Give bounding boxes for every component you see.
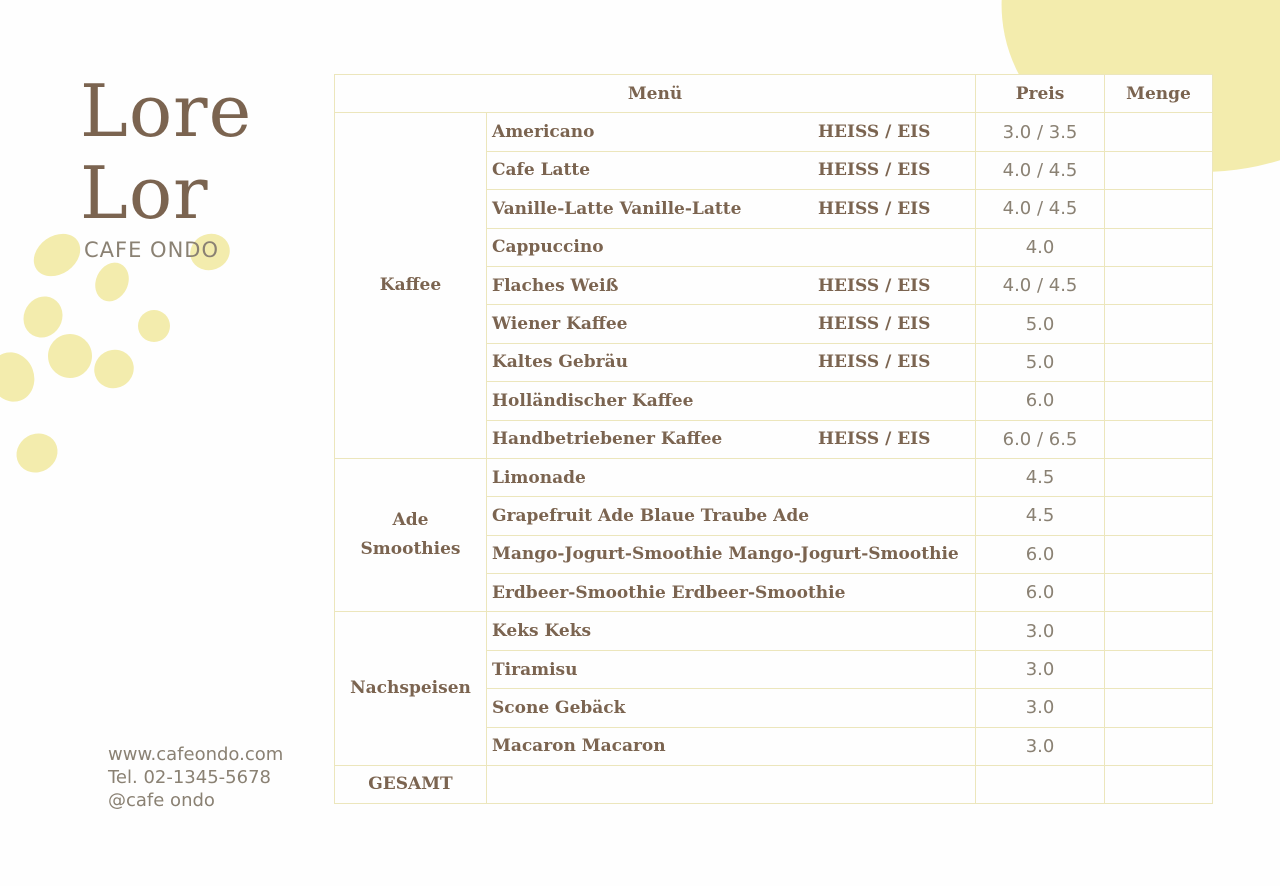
quantity-cell[interactable] <box>1105 151 1213 189</box>
item-option: HEISS / EIS <box>818 275 931 296</box>
menu-item <box>487 382 976 420</box>
table-row <box>335 113 1213 151</box>
item-name: Grapefruit Ade Blaue Traube Ade <box>492 505 810 526</box>
menu-item <box>487 574 976 612</box>
table-row <box>335 612 1213 650</box>
total-menu-cell <box>487 766 976 804</box>
quantity-cell[interactable] <box>1105 497 1213 535</box>
brand-title-line2: Lor <box>80 151 209 235</box>
item-name: Kaltes Gebräu <box>492 352 628 373</box>
menu-item <box>487 420 976 458</box>
item-price: 4.0 / 4.5 <box>976 266 1105 304</box>
quantity-cell[interactable] <box>1105 689 1213 727</box>
item-price: 3.0 <box>976 689 1105 727</box>
total-label: GESAMT <box>335 766 487 804</box>
menu-item <box>487 343 976 381</box>
brand-title-line1: Lore <box>80 69 253 153</box>
item-price: 4.5 <box>976 497 1105 535</box>
item-price: 4.0 <box>976 228 1105 266</box>
item-name: Handbetriebener Kaffee <box>492 429 723 450</box>
quantity-cell[interactable] <box>1105 305 1213 343</box>
header-price: Preis <box>976 75 1105 113</box>
item-name: Keks Keks <box>492 621 592 642</box>
quantity-cell[interactable] <box>1105 113 1213 151</box>
menu-item <box>487 497 976 535</box>
category-ade-line2: Smoothies <box>360 539 461 560</box>
decorative-dot <box>87 343 141 396</box>
category-coffee: Kaffee <box>335 113 487 459</box>
quantity-cell[interactable] <box>1105 382 1213 420</box>
item-price: 3.0 <box>976 650 1105 688</box>
website-text: www.cafeondo.com <box>108 744 284 765</box>
item-name: Cappuccino <box>492 237 604 258</box>
quantity-cell[interactable] <box>1105 535 1213 573</box>
social-handle: @cafe ondo <box>108 790 215 811</box>
item-price: 3.0 / 3.5 <box>976 113 1105 151</box>
menu-item <box>487 113 976 151</box>
item-name: Americano <box>492 122 595 143</box>
total-quantity-cell[interactable] <box>1105 766 1213 804</box>
menu-item <box>487 151 976 189</box>
item-option: HEISS / EIS <box>818 352 931 373</box>
item-price: 5.0 <box>976 343 1105 381</box>
table-header-row <box>335 75 1213 113</box>
category-dessert: Nachspeisen <box>335 612 487 766</box>
item-price: 6.0 <box>976 535 1105 573</box>
item-name: Holländischer Kaffee <box>492 390 694 411</box>
item-option: HEISS / EIS <box>818 160 931 181</box>
total-row <box>335 766 1213 804</box>
item-name: Limonade <box>492 467 586 488</box>
menu-item <box>487 190 976 228</box>
menu-item <box>487 535 976 573</box>
item-name: Tiramisu <box>492 659 578 680</box>
item-name: Erdbeer-Smoothie Erdbeer-Smoothie <box>492 582 846 603</box>
category-ade-smoothies <box>335 458 487 612</box>
item-name: Flaches Weiß <box>492 275 619 296</box>
item-name: Vanille-Latte Vanille-Latte <box>492 198 742 219</box>
menu-item <box>487 650 976 688</box>
phone-text: Tel. 02-1345-5678 <box>108 767 271 788</box>
menu-item <box>487 689 976 727</box>
quantity-cell[interactable] <box>1105 612 1213 650</box>
menu-item <box>487 727 976 765</box>
brand-block <box>80 70 252 262</box>
item-price: 4.0 / 4.5 <box>976 151 1105 189</box>
item-price: 3.0 <box>976 727 1105 765</box>
quantity-cell[interactable] <box>1105 190 1213 228</box>
brand-subtitle: CAFE ONDO <box>84 238 219 262</box>
menu-item <box>487 266 976 304</box>
item-name: Cafe Latte <box>492 160 591 181</box>
contact-block <box>108 743 283 812</box>
decorative-dot <box>26 225 89 285</box>
menu-item <box>487 612 976 650</box>
item-price: 4.0 / 4.5 <box>976 190 1105 228</box>
table-row <box>335 458 1213 496</box>
item-option: HEISS / EIS <box>818 198 931 219</box>
decorative-dot <box>9 426 64 480</box>
menu-table <box>334 74 1213 804</box>
menu-item <box>487 305 976 343</box>
item-price: 3.0 <box>976 612 1105 650</box>
header-quantity: Menge <box>1105 75 1213 113</box>
item-name: Scone Gebäck <box>492 697 626 718</box>
quantity-cell[interactable] <box>1105 228 1213 266</box>
quantity-cell[interactable] <box>1105 343 1213 381</box>
item-option: HEISS / EIS <box>818 429 931 450</box>
quantity-cell[interactable] <box>1105 574 1213 612</box>
quantity-cell[interactable] <box>1105 420 1213 458</box>
quantity-cell[interactable] <box>1105 650 1213 688</box>
item-price: 6.0 / 6.5 <box>976 420 1105 458</box>
item-price: 6.0 <box>976 382 1105 420</box>
item-name: Mango-Jogurt-Smoothie Mango-Jogurt-Smoothie <box>492 544 959 565</box>
item-option: HEISS / EIS <box>818 314 931 335</box>
quantity-cell[interactable] <box>1105 727 1213 765</box>
decorative-dot <box>89 257 135 307</box>
item-price: 4.5 <box>976 458 1105 496</box>
decorative-dot <box>138 310 170 342</box>
category-ade-line1: Ade <box>392 510 429 531</box>
item-price: 6.0 <box>976 574 1105 612</box>
total-price-cell[interactable] <box>976 766 1105 804</box>
quantity-cell[interactable] <box>1105 266 1213 304</box>
decorative-dot <box>0 346 41 408</box>
menu-item <box>487 228 976 266</box>
item-name: Macaron Macaron <box>492 736 666 757</box>
quantity-cell[interactable] <box>1105 458 1213 496</box>
item-price: 5.0 <box>976 305 1105 343</box>
item-option: HEISS / EIS <box>818 122 931 143</box>
header-menu: Menü <box>335 75 976 113</box>
item-name: Wiener Kaffee <box>492 314 628 335</box>
menu-item <box>487 458 976 496</box>
